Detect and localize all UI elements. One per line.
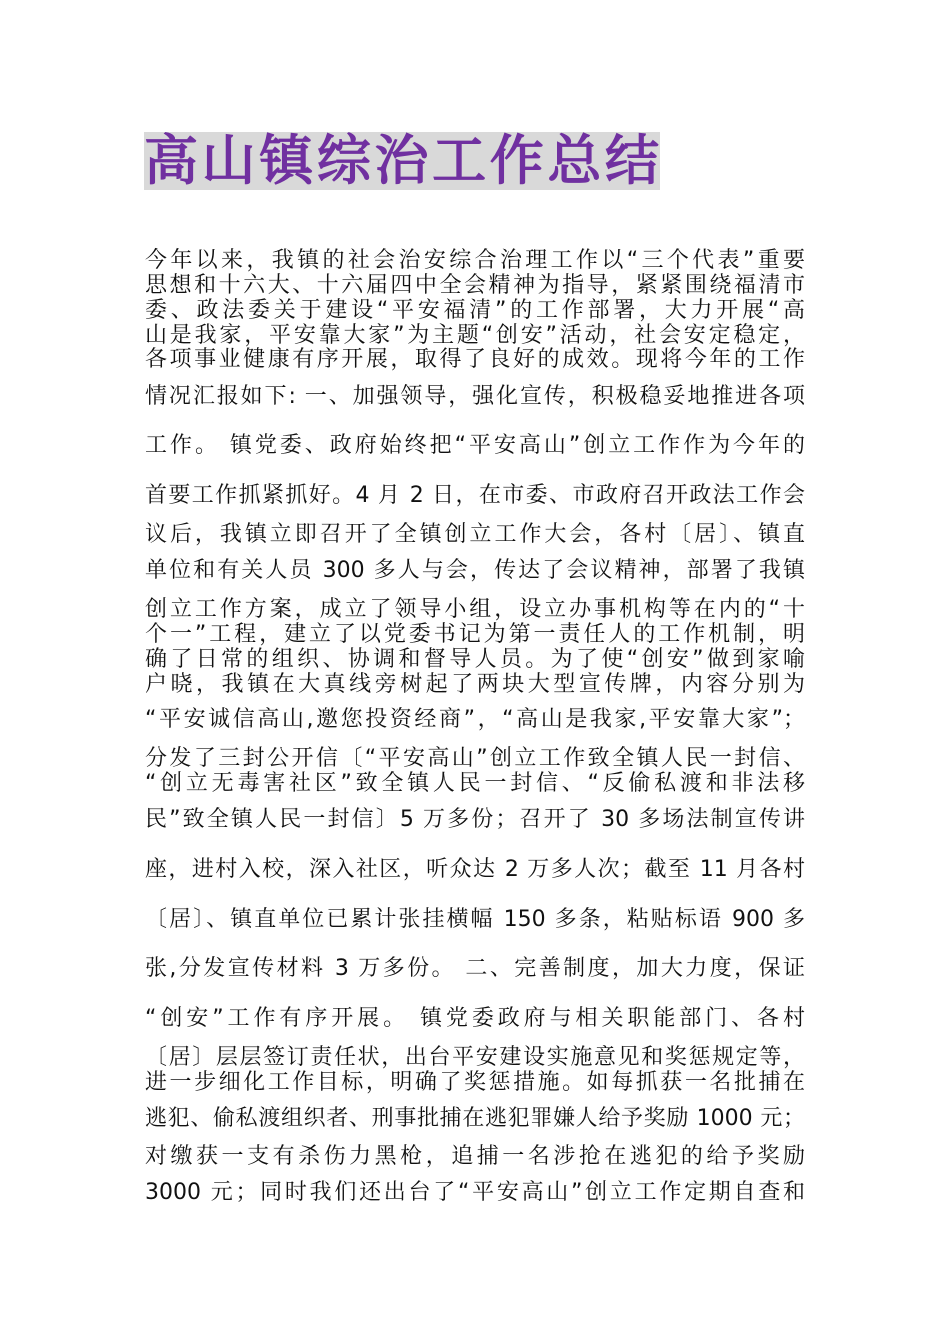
body-text-line: 对缴获一支有杀伤力黑枪，追捕一名涉抢在逃犯的给予奖励 [145,1144,805,1169]
body-text-line: 单位和有关人员 300 多人与会，传达了会议精神，部署了我镇 [145,558,805,583]
body-text-line: 〔居〕层层签订责任状，出台平安建设实施意见和奖惩规定等， [145,1045,805,1070]
body-text-line: 3000 元；同时我们还出台了“平安高山”创立工作定期自查和 [145,1180,805,1205]
body-text-line: 今年以来，我镇的社会治安综合治理工作以“三个代表”重要 [145,248,805,273]
body-text-line: 思想和十六大、十六届四中全会精神为指导，紧紧围绕福清市 [145,273,805,298]
document-title: 高山镇综治工作总结 [144,132,660,190]
body-text-line: 各项事业健康有序开展，取得了良好的成效。现将今年的工作 [145,347,805,372]
body-text-line: 工作。 镇党委、政府始终把“平安高山”创立工作作为今年的 [145,433,805,458]
body-text-line: 创立工作方案，成立了领导小组，设立办事机构等在内的“十 [145,597,805,622]
body-text-line: 分发了三封公开信〔“平安高山”创立工作致全镇人民一封信、 [145,746,805,771]
body-text-line: “创立无毒害社区”致全镇人民一封信、“反偷私渡和非法移 [145,771,805,796]
body-text-line: 〔居〕、镇直单位已累计张挂横幅 150 多条，粘贴标语 900 多 [145,907,805,932]
body-text-line: 山是我家，平安靠大家”为主题“创安”活动，社会安定稳定， [145,323,805,348]
body-text-line: 民”致全镇人民一封信〕5 万多份；召开了 30 多场法制宣传讲 [145,807,805,832]
body-text-line: 张,分发宣传材料 3 万多份。 二、完善制度，加大力度，保证 [145,956,805,981]
body-text-line: 进一步细化工作目标，明确了奖惩措施。如每抓获一名批捕在 [145,1070,805,1095]
body-text-line: 个一”工程，建立了以党委书记为第一责任人的工作机制，明 [145,622,805,647]
body-text-line: “平安诚信高山,邀您投资经商”，“高山是我家,平安靠大家”； [145,707,805,732]
body-text-line: 确了日常的组织、协调和督导人员。为了使“创安”做到家喻 [145,647,805,672]
body-text-line: 座，进村入校，深入社区，听众达 2 万多人次；截至 11 月各村 [145,857,805,882]
body-text-line: 议后，我镇立即召开了全镇创立工作大会，各村〔居〕、镇直 [145,522,805,547]
body-text-line: 首要工作抓紧抓好。4 月 2 日，在市委、市政府召开政法工作会 [145,483,805,508]
body-text-line: 委、政法委关于建设“平安福清”的工作部署，大力开展“高 [145,298,805,323]
body-text-line: 户晓，我镇在大真线旁树起了两块大型宣传牌，内容分别为 [145,672,805,697]
body-text-line: “创安”工作有序开展。 镇党委政府与相关职能部门、各村 [145,1006,805,1031]
body-text-line: 情况汇报如下: 一、加强领导，强化宣传，积极稳妥地推进各项 [145,384,805,409]
body-text-line: 逃犯、偷私渡组织者、刑事批捕在逃犯罪嫌人给予奖励 1000 元； [145,1106,805,1131]
